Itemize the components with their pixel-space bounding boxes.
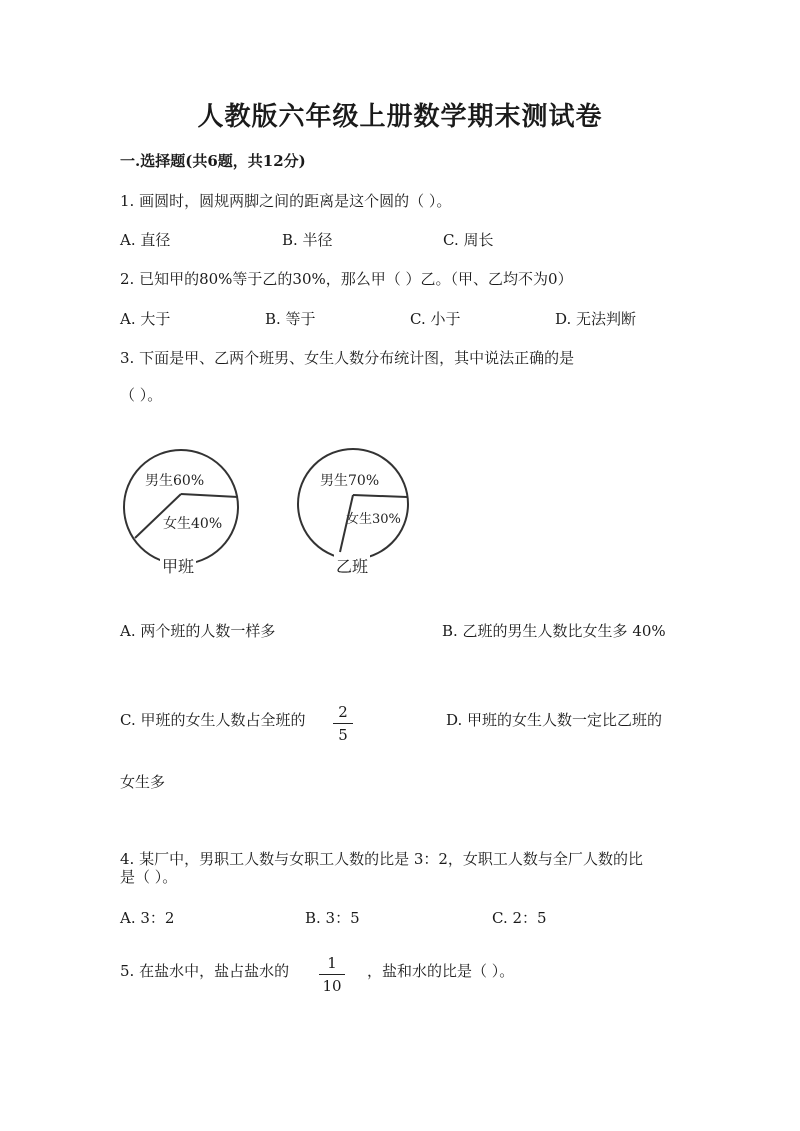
question-1-stem: 1. 画圆时，圆规两脚之间的距离是这个圆的（ ）。 xyxy=(120,192,452,210)
question-3-stem-cont: （ ）。 xyxy=(120,386,163,404)
pie-chart-yi xyxy=(290,440,420,570)
pie-outline xyxy=(298,449,408,559)
page-title: 人教版六年级上册数学期末测试卷 xyxy=(197,102,603,132)
question-4-stem: 4. 某厂中，男职工人数与女职工人数的比是 3：2，女职工人数与全厂人数的比 xyxy=(120,850,643,868)
fraction-numerator: 2 xyxy=(338,703,348,721)
fraction-denominator: 5 xyxy=(338,726,348,744)
question-4-stem-cont: 是（ ）。 xyxy=(120,868,178,886)
question-2-option-a: A. 大于 xyxy=(120,310,171,328)
question-3-option-c: C. 甲班的女生人数占全班的 xyxy=(120,711,306,729)
question-2-option-c: C. 小于 xyxy=(410,310,461,328)
fraction-one-tenth xyxy=(319,954,345,995)
section-heading: 一.选择题(共6题，共12分) xyxy=(120,152,306,170)
question-3-option-b: B. 乙班的男生人数比女生多 40% xyxy=(442,622,666,640)
question-3-option-d: D. 甲班的女生人数一定比乙班的 xyxy=(446,711,663,729)
fraction-bar xyxy=(333,723,353,724)
question-4-option-a: A. 3：2 xyxy=(120,909,175,927)
pie-label-girls: 女生40% xyxy=(163,516,223,532)
question-4-option-b: B. 3：5 xyxy=(305,909,360,927)
question-5-stem-cont: ，盐和水的比是（ ）。 xyxy=(367,962,515,980)
question-2-option-b: B. 等于 xyxy=(265,310,316,328)
fraction-bar xyxy=(319,974,345,975)
pie-label-boys: 男生70% xyxy=(320,473,380,489)
question-4-option-c: C. 2：5 xyxy=(492,909,547,927)
pie-divider xyxy=(353,495,407,497)
question-2-stem: 2. 已知甲的80%等于乙的30%，那么甲（ ）乙。（甲、乙均不为0） xyxy=(120,270,573,288)
fraction-numerator: 1 xyxy=(327,954,337,972)
question-1-option-a: A. 直径 xyxy=(120,231,171,249)
fraction-denominator: 10 xyxy=(322,977,342,995)
question-3-option-d-cont: 女生多 xyxy=(120,773,166,791)
pie-caption-jia: 甲班 xyxy=(160,554,196,577)
pie-divider xyxy=(181,494,238,497)
question-1-option-b: B. 半径 xyxy=(282,231,333,249)
pie-caption-yi: 乙班 xyxy=(334,554,370,577)
question-3-option-a: A. 两个班的人数一样多 xyxy=(120,622,276,640)
pie-label-girls: 女生30% xyxy=(346,512,401,527)
fraction-two-fifths xyxy=(333,703,353,744)
pie-label-boys: 男生60% xyxy=(145,473,205,489)
question-3-stem: 3. 下面是甲、乙两个班男、女生人数分布统计图，其中说法正确的是 xyxy=(120,349,575,367)
pie-outline xyxy=(124,450,238,564)
question-5-stem: 5. 在盐水中，盐占盐水的 xyxy=(120,962,290,980)
question-2-option-d: D. 无法判断 xyxy=(555,310,637,328)
question-1-option-c: C. 周长 xyxy=(443,231,494,249)
